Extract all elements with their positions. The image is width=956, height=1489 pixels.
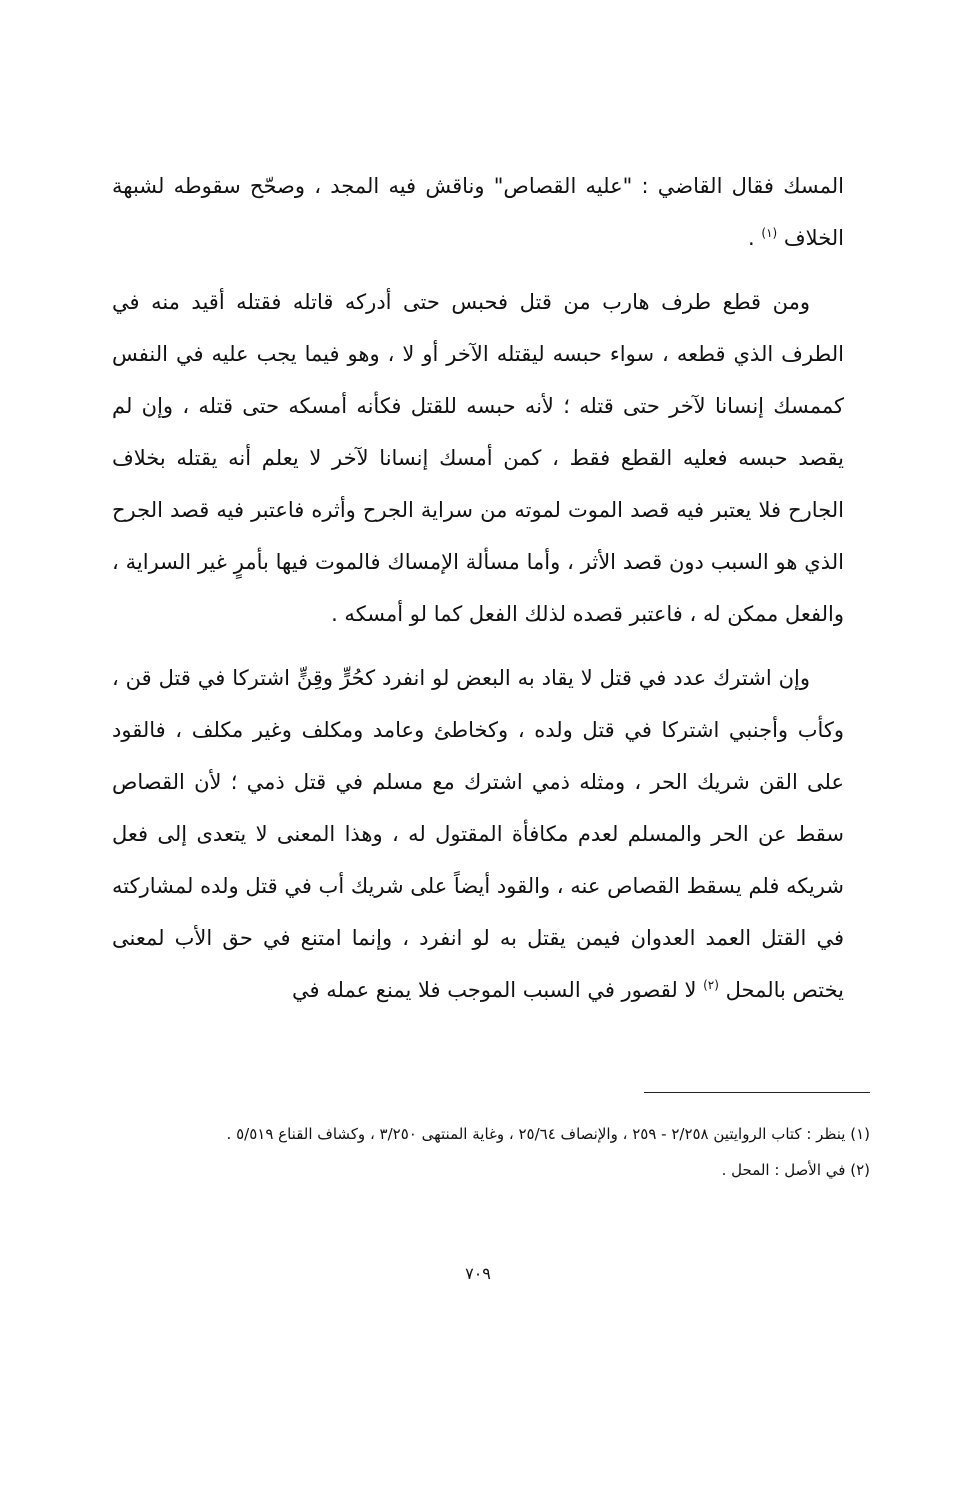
page-number: ٧٠٩ [465,1264,491,1283]
footnote-ref-2: (٢) [703,978,719,992]
footnote-2: (٢) في الأصل : المحل . [721,1161,870,1179]
paragraph-3-text: وإن اشترك عدد في قتل لا يقاد به البعض لو انفرد كحُرٍّ وقِنٍّ اشتركا في قتل قن ، وكأب وأجنبي اشتركا في قتل ولده ، وكخاطئ وعامد ومكلف وغير مكلف ، فالقود على القن شريك الحر ، ومثله ذمي اشترك مع مسلم في قتل ذمي ؛ لأن القصاص سقط عن الحر والمسلم لعدم مكافأة المقتول له ، وهذا المعنى لا يتعدى إلى فعل شريكه فلم يسقط القصاص عنه ، والقود أيضاً على شريك أب في قتل ولده لمشاركته في القتل العمد العدوان فيمن يقتل به لو انفرد ، وإنما امتنع في حق الأب لمعنى يختص بالمحل [112,666,844,1002]
paragraph-3 [112,652,844,1016]
main-text [112,160,844,1028]
footnote-ref-1: (١) [761,226,778,240]
paragraph-1-text: المسك فقال القاضي : "عليه القصاص" وناقش فيه المجد ، وصحّح سقوطه لشبهة الخلاف [112,174,844,250]
footnote-1: (١) ينظر : كتاب الروايتين ٢/٢٥٨ - ٢٥٩ ، والإنصاف ٢٥/٦٤ ، وغاية المنتهى ٣/٢٥٠ ، وكشاف القناع ٥/٥١٩ . [226,1125,870,1143]
paragraph-3-tail: لا لقصور في السبب الموجب فلا يمنع عمله في [292,978,704,1002]
paragraph-1 [112,160,844,264]
footnote-divider [644,1092,870,1093]
paragraph-2 [112,276,844,640]
paragraph-2-text: ومن قطع طرف هارب من قتل فحبس حتى أدركه قاتله فقتله أقيد منه في الطرف الذي قطعه ، سواء حبسه ليقتله الآخر أو لا ، وهو فيما يجب عليه في النفس كممسك إنسانا لآخر حتى قتله ؛ لأنه حبسه للقتل فكأنه أمسكه حتى قتله ، وإن لم يقصد حبسه فعليه القطع فقط ، كمن أمسك إنسانا لآخر لا يعلم أنه يقتله بخلاف الجارح فلا يعتبر فيه قصد الموت لموته من سراية الجرح وأثره فاعتبر فيه قصد الجرح الذي هو السبب دون قصد الأثر ، وأما مسألة الإمساك فالموت فيها بأمرٍ غير السراية ، والفعل ممكن له ، فاعتبر قصده لذلك الفعل كما لو أمسكه . [112,290,844,626]
footnotes [100,1120,870,1192]
paragraph-1-tail: . [748,226,762,250]
